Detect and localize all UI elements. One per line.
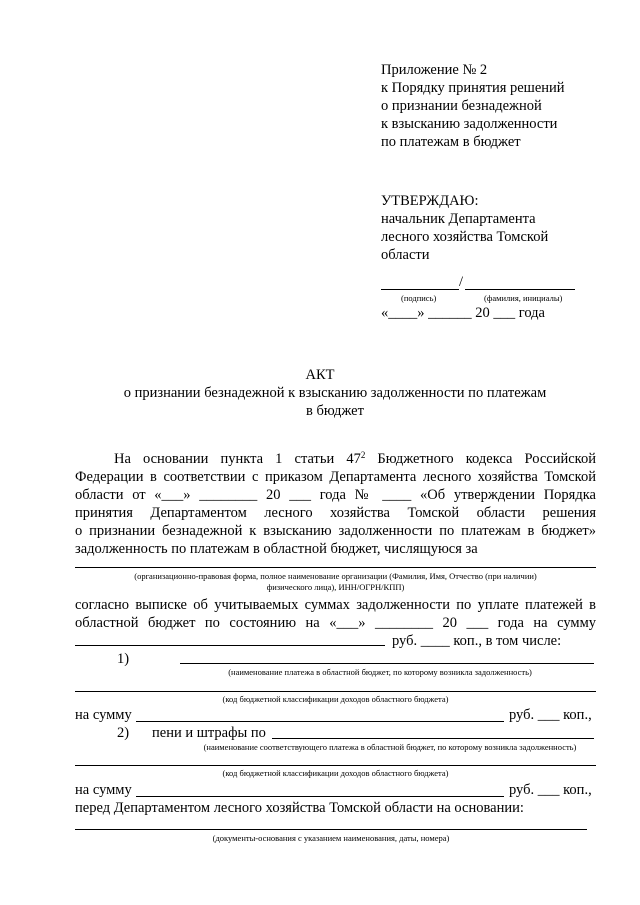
penalty-name-blank[interactable] [272, 738, 594, 739]
body-line: Федерации в соответствии с приказом Департамента лесного хозяйства Томской [75, 469, 596, 485]
appendix-line: по платежам в бюджет [381, 134, 521, 150]
approval-line: начальник Департамента [381, 211, 536, 227]
act-title: АКТ [305, 367, 335, 383]
item-number: 1) [117, 651, 130, 667]
body-line: согласно выписке об учитываемых суммах задолженности по уплате платежей в [75, 597, 596, 613]
article-superscript: 2 [360, 450, 366, 460]
approval-line: области [381, 247, 430, 263]
act-subtitle: в бюджет [306, 403, 364, 419]
act-subtitle: о признании безнадежной к взысканию задолженности по платежам [123, 385, 547, 401]
item-text: пени и штрафы по [152, 725, 266, 741]
sum-tail: руб. ___ коп., [509, 782, 592, 798]
payment-name-blank[interactable] [180, 663, 594, 664]
name-caption: (фамилия, инициалы) [484, 293, 563, 303]
item-caption: (наименование платежа в областной бюджет, по которому возникла задолженность) [228, 667, 532, 677]
appendix-line: к Порядку принятия решений [381, 80, 565, 96]
kbk-caption: (код бюджетной классификации доходов областного бюджета) [222, 768, 449, 778]
sum-label: на сумму [75, 782, 132, 798]
item-number: 2) [117, 725, 130, 741]
org-caption: (организационно-правовая форма, полное наименование организации (Фамилия, Имя, Отчество (при наличии) [134, 571, 537, 581]
sum-label: на сумму [75, 707, 132, 723]
organization-blank[interactable] [75, 567, 596, 568]
amount-blank[interactable] [136, 796, 504, 797]
approval-line: лесного хозяйства Томской [381, 229, 549, 245]
appendix-line: Приложение № 2 [381, 62, 488, 78]
org-caption: физического лица), ИНН/ОГРН/КПП) [266, 582, 405, 592]
appendix-line: о признании безнадежной [381, 98, 542, 114]
body-text: На основании пункта 1 статьи 47 [114, 451, 361, 467]
body-line: области от «___» ________ 20 ___ года № ____ «Об утверждении Порядка [75, 487, 596, 503]
item-caption: (наименование соответствующего платежа в областной бюджет, по которому возникла задолженность) [203, 742, 577, 752]
kbk-blank[interactable] [75, 765, 596, 766]
documents-blank[interactable] [75, 829, 587, 830]
docs-caption: (документы-основания с указанием наименования, даты, номера) [212, 833, 450, 843]
approval-title: УТВЕРЖДАЮ: [381, 193, 479, 209]
body-line: о признании безнадежной к взысканию задолженности по платежам в бюджет» [75, 523, 596, 539]
amount-blank[interactable] [136, 721, 504, 722]
body-text: Бюджетного кодекса Российской [365, 451, 596, 467]
kbk-blank[interactable] [75, 691, 596, 692]
body-line: областной бюджет по состоянию на «___» ________ 20 ___ года на сумму [75, 615, 596, 631]
approval-date: «____» ______ 20 ___ года [381, 305, 545, 321]
signature-separator: / [459, 274, 464, 290]
body-line: перед Департаментом лесного хозяйства Томской области на основании: [75, 800, 524, 816]
kbk-caption: (код бюджетной классификации доходов областного бюджета) [222, 694, 449, 704]
name-underline [465, 289, 575, 290]
body-line [114, 451, 596, 468]
body-line: руб. ____ коп., в том числе: [392, 633, 562, 649]
signature-caption: (подпись) [401, 293, 437, 303]
appendix-line: к взысканию задолженности [381, 116, 558, 132]
body-line: принятия Департаментом лесного хозяйства Томской области решения [75, 505, 596, 521]
body-line: задолженность по платежам в областной бюджет, числящуюся за [75, 541, 478, 557]
sum-tail: руб. ___ коп., [509, 707, 592, 723]
sum-blank[interactable] [75, 645, 385, 646]
signature-underline [381, 289, 459, 290]
